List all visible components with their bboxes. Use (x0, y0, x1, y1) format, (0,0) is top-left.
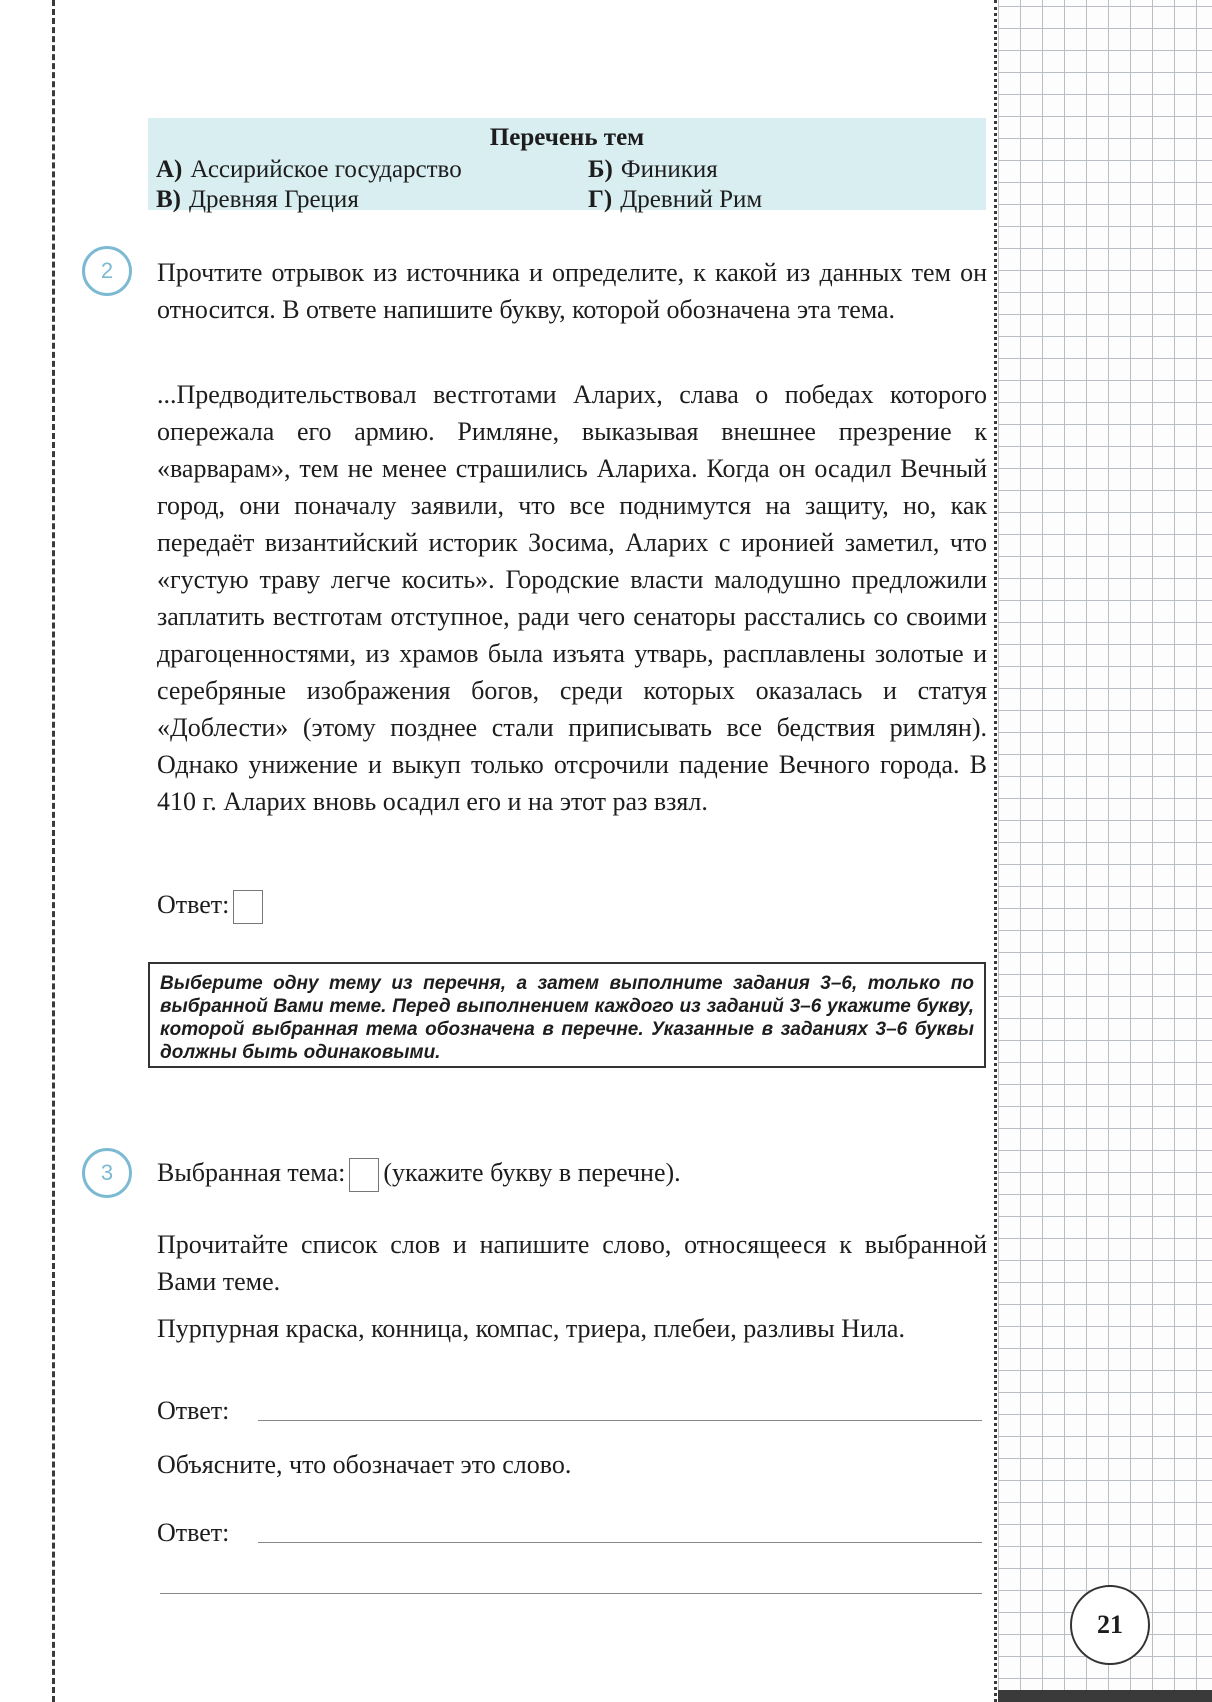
cut-line-grid (994, 0, 997, 1702)
task-2-number: 2 (82, 246, 132, 296)
topic-g: Г) Древний Рим (588, 186, 763, 213)
page-bottom-edge (998, 1690, 1212, 1702)
task-3-word-list: Пурпурная краска, конница, компас, триера, плебеи, разливы Нила. (157, 1314, 905, 1343)
task-2-answer-box[interactable] (233, 890, 263, 924)
task-2-answer-row (157, 886, 267, 924)
task-3-prompt: Прочитайте список слов и напишите слово, относящееся к выбранной Вами теме. (157, 1230, 987, 1296)
task-3-chosen-label: Выбранная тема: (157, 1158, 346, 1187)
task-3-explain-answer-line-1[interactable] (258, 1542, 982, 1543)
topic-b: Б) Финикия (588, 156, 718, 183)
task-3-explain-prompt: Объясните, что обозначает это слово. (157, 1450, 572, 1479)
task-3-number: 3 (82, 1148, 132, 1198)
task-3-explain-answer-line-2[interactable] (160, 1593, 982, 1594)
task-3-explain-answer-label: Ответ: (157, 1518, 230, 1547)
topic-v: В) Древняя Греция (156, 186, 359, 213)
task-2-source-text: ...Предводительствовал вестготами Аларих, слава о победах которого опережала его армию. Римляне, выказывая внешнее презрение к «варварам», тем не менее страшились Алариха. Когда он осадил Вечный город, они поначалу заявили, что все поднимутся на защиту, но, как передаёт византийский историк Зосима, Аларих с иронией заметил, что «густую траву легче косить». Городские власти малодушно предложили заплатить вестготам отступное, ради чего сенаторы расстались со своими драгоценностями, из храмов была изъята утварь, расплавлены золотые и серебряные изображения богов, среди которых оказалась и статуя «Доблести» (этому позднее стали приписывать все бедствия римлян). Однако унижение и выкуп только отсрочили падение Вечного города. В 410 г. Аларих вновь осадил его и на этот раз взял. (157, 380, 987, 816)
page-number: 21 (1070, 1585, 1150, 1665)
task-3-topic-row (157, 1154, 681, 1192)
task-3-topic-box[interactable] (349, 1158, 379, 1192)
grid-notes-area (998, 0, 1212, 1702)
task-2-answer-label: Ответ: (157, 890, 230, 919)
task-3-answer-label: Ответ: (157, 1396, 230, 1425)
topics-title: Перечень тем (489, 124, 645, 151)
instruction-box: Выберите одну тему из перечня, а затем выполните задания 3–6, только по выбранной Вами теме. Перед выполнением каждого из заданий 3–6 укажите букву, которой выбранная тема обозначена в перечне. Указанные в заданиях 3–6 буквы должны быть одинаковыми. (148, 962, 986, 1068)
task-3-chosen-hint: (укажите букву в перечне). (383, 1158, 681, 1187)
task-2-prompt: Прочтите отрывок из источника и определите, к какой из данных тем он относится. В ответе напишите букву, которой обозначена эта тема. (157, 258, 987, 324)
cut-line-left (52, 0, 55, 1702)
topic-a: А) Ассирийское государство (156, 156, 462, 183)
task-3-answer-line[interactable] (258, 1420, 982, 1421)
topics-list (148, 118, 986, 213)
